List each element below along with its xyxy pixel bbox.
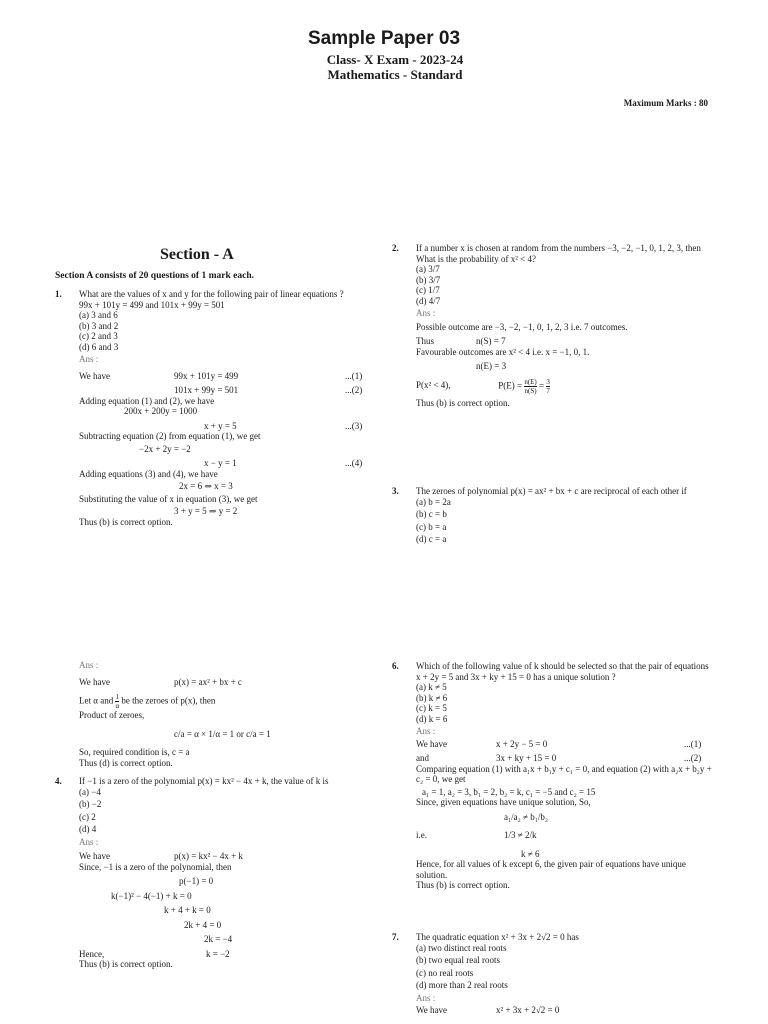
probability-formula: [416, 378, 714, 395]
solution-text: We have: [416, 1005, 448, 1015]
options-list: [55, 787, 375, 970]
fraction-denominator: n(S): [524, 386, 537, 395]
conclusion: Thus (d) is correct option.: [79, 757, 173, 768]
options-list: [392, 682, 714, 891]
question-2: [392, 243, 714, 408]
equation: −2x + 2y = −2: [139, 443, 191, 454]
options-list: [55, 310, 375, 365]
answer-label: Ans :: [79, 354, 99, 364]
equation: 101x + 99y = 501: [174, 385, 239, 395]
question-4: [55, 776, 375, 970]
solution-text: Substituting the value of x in equation (3), we get: [79, 493, 258, 504]
option: (c) 2 and 3: [79, 331, 118, 341]
solution-text: We have: [79, 851, 111, 861]
option: (b) c = b: [416, 509, 447, 519]
equation: =: [539, 380, 545, 391]
equation: k + 4 + k = 0: [164, 905, 211, 915]
section-title: Section - A: [160, 246, 234, 263]
question-3-solution: [55, 658, 375, 768]
option: (d) k = 6: [416, 713, 448, 724]
solution-text: Thus: [416, 336, 434, 346]
question-1: [55, 289, 375, 527]
subject-line: Mathematics - Standard: [327, 67, 463, 82]
question-number: 3.: [392, 486, 399, 496]
equation: 2k = −4: [204, 934, 233, 944]
fraction: [524, 378, 536, 395]
answer-label: Ans :: [416, 992, 436, 1003]
fraction-numerator: 3: [546, 377, 550, 386]
equation: c/a = α × 1/α = 1 or c/a = 1: [174, 728, 271, 739]
option: (b) 3/7: [416, 274, 441, 285]
equation-tag: ...(2): [345, 385, 363, 395]
option: (d) 4: [79, 824, 97, 834]
question-number: 7.: [392, 932, 399, 942]
solution-text: Hence, for all values of k except 6, the given pair of equations have unique solution.: [416, 859, 686, 880]
solution-text: So, required condition is, c = a: [79, 747, 190, 757]
question-6: [392, 661, 714, 891]
fraction-denominator: α: [115, 702, 120, 710]
equation: 99x + 101y = 499: [174, 370, 239, 381]
conclusion: Thus (b) is correct option.: [79, 516, 173, 527]
equation: x − y = 1: [204, 458, 237, 468]
solution-text: We have: [79, 370, 111, 381]
equation-tag: ...(3): [345, 420, 363, 431]
question-number: 2.: [392, 243, 399, 253]
equation: x + 2y − 5 = 0: [496, 738, 548, 749]
equation: x² + 3x + 2√2 = 0: [496, 1005, 560, 1015]
equation: 3x + ky + 15 = 0: [496, 753, 557, 763]
question-text: The zeroes of polynomial p(x) = ax² + bx + c are reciprocal of each other if: [416, 486, 687, 496]
equation: a₁/a₂ ≠ b₁/b₂: [504, 811, 548, 822]
option: (d) 6 and 3: [79, 341, 119, 352]
fraction: [546, 378, 550, 395]
solution: [55, 371, 375, 528]
solution-text: i.e.: [416, 830, 427, 840]
question-7: [392, 932, 714, 1016]
answer-label: Ans :: [416, 308, 436, 318]
equation: k = −2: [206, 948, 230, 959]
question-3: [392, 486, 714, 545]
max-marks: Maximum Marks : 80: [623, 98, 708, 108]
page-title: Sample Paper 03: [307, 28, 461, 49]
equation-tag: ...(1): [684, 738, 702, 749]
question-text: Which of the following value of k should be selected so that the pair of equations x + 2y = 5 and 3x + ky + 15 = 0 has a unique solution ?: [416, 661, 709, 682]
class-line: Class- X Exam - 2023-24: [326, 52, 464, 67]
option: (c) k = 5: [416, 703, 447, 713]
solution-text: Adding equation (1) and (2), we have: [79, 395, 215, 406]
answer-label: Ans :: [79, 660, 99, 670]
answer-label: Ans :: [416, 726, 436, 736]
conclusion: Thus (b) is correct option.: [79, 959, 173, 969]
equation: n(S) = 7: [476, 336, 506, 346]
option: (c) b = a: [416, 521, 447, 532]
option: (a) −4: [79, 786, 101, 797]
option: (b) −2: [79, 799, 102, 809]
equation: 3 + y = 5 ⇒ y = 2: [174, 506, 238, 516]
equation: k(−1)² − 4(−1) + k = 0: [111, 890, 192, 901]
fraction-numerator: n(E): [524, 377, 537, 386]
solution-text: Since, −1 is a zero of the polynomial, then: [79, 861, 232, 872]
question-text: The quadratic equation x² + 3x + 2√2 = 0 has: [416, 932, 579, 942]
conclusion: Thus (b) is correct option.: [416, 397, 510, 408]
question-number: 1.: [55, 289, 62, 299]
option: (b) two equal real roots: [416, 955, 500, 965]
section-note: Section A consists of 20 questions of 1 mark each.: [55, 271, 254, 281]
solution-text: Favourable outcomes are x² < 4 i.e. x = −1, 0, 1.: [416, 346, 590, 357]
equation: P(E) =: [498, 380, 523, 391]
equation-tag: ...(2): [684, 753, 702, 763]
fraction-numerator: 1: [115, 693, 120, 701]
solution-text: Since, given equations have unique solution, So,: [416, 797, 591, 807]
option: (b) k ≠ 6: [416, 692, 448, 703]
question-text: What are the values of x and y for the following pair of linear equations ?: [79, 289, 344, 299]
conclusion: Thus (b) is correct option.: [416, 880, 510, 890]
option: (c) 2: [79, 811, 96, 822]
options-list: [392, 943, 714, 1016]
equation-tag: ...(1): [345, 370, 363, 381]
equation: 2k + 4 = 0: [184, 919, 222, 930]
equation: p(x) = ax² + bx + c: [174, 676, 242, 687]
fraction-denominator: 7: [546, 386, 550, 395]
solution-text: [79, 693, 375, 710]
option: (a) 3/7: [416, 264, 440, 274]
solution-text: Possible outcome are −3, −2, −1, 0, 1, 2, 3 i.e. 7 outcomes.: [416, 321, 628, 332]
option: (a) 3 and 6: [79, 310, 118, 320]
option: (a) k ≠ 5: [416, 682, 447, 692]
solution-text: Adding equations (3) and (4), we have: [79, 468, 218, 479]
equation: p(x) = kx² − 4x + k: [174, 851, 243, 861]
option: (d) more than 2 real roots: [416, 980, 508, 990]
equation: x + y = 5: [204, 420, 237, 431]
option: (d) c = a: [416, 534, 447, 544]
question-text: If a number x is chosen at random from the numbers −3, −2, −1, 0, 1, 2, 3, then What is the probability of x² < 4?: [416, 243, 701, 264]
answer-label: Ans :: [79, 836, 99, 847]
solution-text: Hence,: [79, 948, 105, 959]
solution-text: Comparing equation (1) with a₁x + b₁y + c₁ = 0, and equation (2) with a₂x + b₂y + c₂ = 0, we get: [416, 763, 712, 784]
question-equation: 99x + 101y = 499 and 101x + 99y = 501: [79, 299, 225, 310]
equation: 200x + 200y = 1000: [124, 406, 198, 416]
option: (b) 3 and 2: [79, 320, 119, 331]
options-list: [392, 497, 714, 545]
option: (a) two distinct real roots: [416, 942, 507, 953]
equation-tag: ...(4): [345, 458, 363, 468]
solution-text: be the zeroes of p(x), then: [121, 695, 216, 706]
question-text: If −1 is a zero of the polynomial p(x) = kx² − 4x + k, the value of k is: [79, 776, 329, 786]
equation: n(E) = 3: [476, 361, 507, 371]
question-number: 6.: [392, 661, 399, 671]
option: (d) 4/7: [416, 295, 441, 306]
equation: 2x = 6 ⇒ x = 3: [179, 481, 233, 491]
question-number: 4.: [55, 776, 62, 786]
solution-text: Product of zeroes,: [79, 710, 145, 720]
option: (a) b = 2a: [416, 496, 451, 507]
solution-text: We have: [416, 738, 448, 749]
solution-text: and: [416, 753, 429, 763]
solution-text: Let α and: [79, 695, 114, 706]
equation: 1/3 ≠ 2/k: [504, 830, 537, 840]
equation: k ≠ 6: [521, 848, 540, 859]
option: (c) no real roots: [416, 967, 474, 978]
option: (c) 1/7: [416, 285, 440, 295]
solution-text: We have: [79, 676, 111, 687]
equation: a₁ = 1, a₂ = 3, b₁ = 2, b₂ = k, c₁ = −5 and c₂ = 15: [422, 786, 596, 797]
equation: p(−1) = 0: [179, 876, 214, 886]
solution-text: Subtracting equation (2) from equation (1), we get: [79, 431, 261, 441]
fraction: [115, 693, 119, 710]
equation: P(x² < 4),: [416, 380, 451, 391]
options-list: [392, 264, 714, 408]
